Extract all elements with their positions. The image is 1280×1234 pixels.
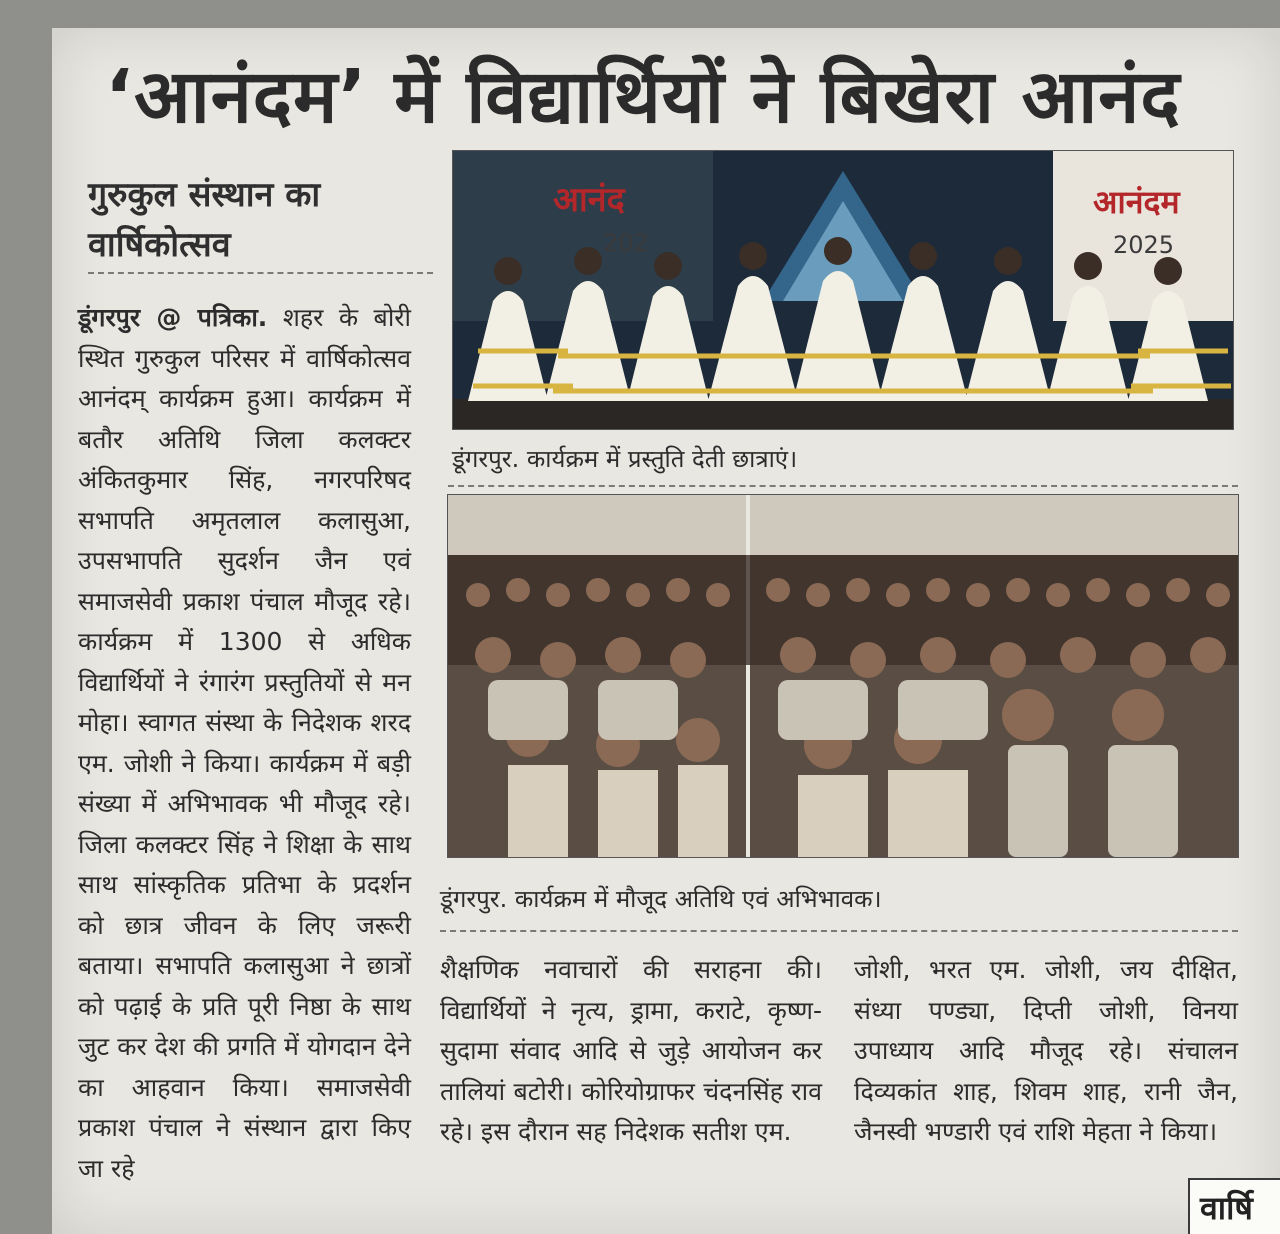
adjacent-article-fragment: वार्षि bbox=[1188, 1178, 1280, 1234]
caption-top: डूंगरपुर. कार्यक्रम में प्रस्तुति देती छात्राएं। bbox=[452, 445, 798, 473]
body-column-3: जोशी, भरत एम. जोशी, जय दीक्षित, संध्या पण्ड्या, दिप्ती जोशी, विनया उपाध्याय आदि मौजूद रहे। संचालन दिव्यकांत शाह, शिवम शाह, रानी जैन, जैनस्वी भण्डारी एवं राशि मेहता ने किया। bbox=[854, 955, 1238, 1146]
banner-text-left: आनंद bbox=[553, 180, 625, 220]
banner-text-right: आनंदम bbox=[1093, 183, 1180, 221]
body-column-2: शैक्षणिक नवाचारों की सराहना की। विद्यार्थियों ने नृत्य, ड्रामा, कराटे, कृष्ण-सुदामा संवाद आदि से जुड़े आयोजन कर तालियां बटोरी। कोरियोग्राफर चंदनसिंह राव रहे। इस दौरान सह निदेशक सतीश एम. bbox=[440, 955, 822, 1146]
body-text-1: शहर के बोरी स्थित गुरुकुल परिसर में वार्षिकोत्सव आनंदम्‌ कार्यक्रम हुआ। कार्यक्रम में बतौर अतिथि जिला कलक्टर अंकितकुमार सिंह, नगरपरिषद सभापति अमृतलाल कलासुआ, उपसभापति सुदर्शन जैन एवं समाजसेवी प्रकाश पंचाल मौजूद रहे। कार्यक्रम में 1300 से अधिक विद्यार्थियों ने रंगारंग प्रस्तुतियों से मन मोहा। स्वागत संस्था के निदेशक शरद एम. जोशी ने किया। कार्यक्रम में बड़ी संख्या में अभिभावक भी मौजूद रहे। जिला कलक्टर सिंह ने शिक्षा के साथ साथ सांस्कृतिक प्रतिभा के प्रदर्शन को छात्र जीवन के लिए जरूरी बताया। सभापति कलासुआ ने छात्रों को पढ़ाई के प्रति पूरी निष्ठा के साथ जुट कर देश की प्रगति में योगदान देने का आहवान किया। समाजसेवी प्रकाश पंचाल ने संस्थान द्वारा किए जा रहे bbox=[78, 303, 411, 1183]
divider-subhead bbox=[88, 272, 433, 274]
dateline: डूंगरपुर @ पत्रिका. bbox=[78, 303, 268, 332]
banner-year-right: 2025 bbox=[1113, 231, 1175, 259]
divider-lower bbox=[440, 930, 1238, 932]
divider-mid bbox=[448, 485, 1238, 487]
banner-year-left: 202 bbox=[603, 229, 649, 257]
headline: ‘आनंदम’ में विद्यार्थियों ने बिखेरा आनंद bbox=[105, 54, 1181, 140]
subheadline: गुरुकुल संस्थान का वार्षिकोत्सव bbox=[88, 175, 321, 265]
photo-dance-performance bbox=[452, 150, 1234, 430]
photo-guests-audience bbox=[447, 494, 1239, 858]
caption-bottom: डूंगरपुर. कार्यक्रम में मौजूद अतिथि एवं अभिभावक। bbox=[440, 885, 882, 913]
body-column-1 bbox=[78, 298, 411, 1189]
